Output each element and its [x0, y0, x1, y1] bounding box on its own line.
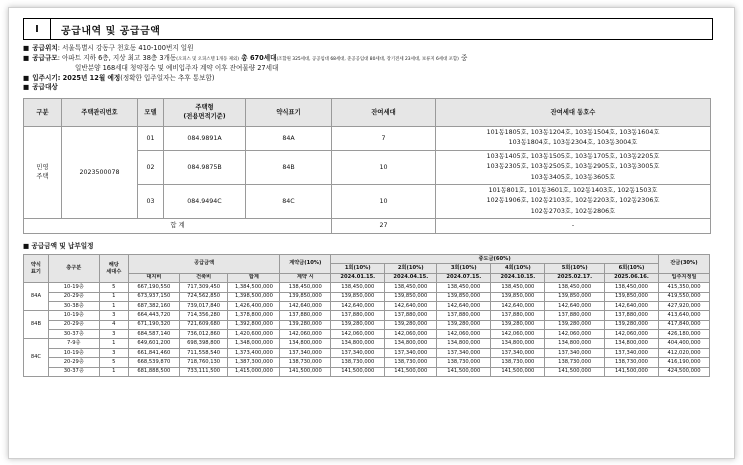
balance-cell: 424,500,000	[659, 367, 710, 376]
building-cell: 698,398,800	[179, 339, 228, 348]
col-header: 2025.02.17.	[545, 273, 605, 282]
floor-cell: 20-29층	[48, 292, 99, 301]
square-bullet-icon: ■	[23, 73, 30, 82]
info-target	[23, 83, 723, 93]
info-label: 공급대상	[32, 83, 58, 92]
middle-payment-cell: 142,060,000	[604, 330, 658, 339]
col-header: 약식표기	[246, 98, 332, 126]
model-cell: 01	[138, 126, 164, 150]
col-header: 주택관리번호	[62, 98, 138, 126]
middle-payment-cell: 137,880,000	[491, 311, 545, 320]
building-cell: 717,309,450	[179, 283, 228, 292]
model-cell: 03	[138, 184, 164, 218]
table-row	[24, 358, 710, 367]
table-row	[24, 330, 710, 339]
land-cell: 684,587,140	[128, 330, 179, 339]
middle-payment-cell: 139,280,000	[491, 320, 545, 329]
units-cell: 103동1405호, 103동1505호, 103동1705호, 103동2205호 103동2305호, 103동2505호, 103동2905호, 103동3005호 103동3405호, 103동3605호	[436, 150, 711, 184]
section-title-box	[23, 18, 713, 40]
balance-cell: 415,350,000	[659, 283, 710, 292]
contract-cell: 137,340,000	[280, 348, 331, 357]
middle-payment-cell: 137,880,000	[437, 311, 491, 320]
middle-payment-cell: 138,730,000	[385, 358, 437, 367]
middle-payment-cell: 142,640,000	[545, 301, 605, 310]
table-row	[24, 292, 710, 301]
floor-cell: 10-19층	[48, 283, 99, 292]
sum-cell: 1,398,500,000	[228, 292, 280, 301]
col-header: 2024.10.15.	[491, 273, 545, 282]
middle-payment-cell: 139,280,000	[437, 320, 491, 329]
building-cell: 714,356,280	[179, 311, 228, 320]
info-label: 입주시기	[32, 73, 58, 82]
supply-table	[23, 98, 711, 234]
middle-payment-cell: 142,640,000	[604, 301, 658, 310]
col-header: 5회(10%)	[545, 264, 605, 273]
supply-info	[23, 44, 723, 93]
contract-cell: 138,730,000	[280, 358, 331, 367]
middle-payment-cell: 142,640,000	[491, 301, 545, 310]
middle-payment-cell: 137,880,000	[545, 311, 605, 320]
col-header: 잔금(30%)	[659, 254, 710, 273]
balance-cell: 426,180,000	[659, 330, 710, 339]
middle-payment-cell: 138,450,000	[437, 283, 491, 292]
units-cell: 101동801호, 101동3601호, 102동1403호, 102동1503호 102동1906호, 102동2103호, 102동2203호, 102동2306호 102동2703호, 102동2806호	[436, 184, 711, 218]
middle-payment-cell: 139,850,000	[331, 292, 385, 301]
table-row	[24, 339, 710, 348]
info-value: : 2025년 12월 예정	[57, 73, 121, 82]
balance-cell: 417,840,000	[659, 320, 710, 329]
section-title: 공급내역 및 공급금액	[61, 25, 161, 37]
building-cell: 739,017,840	[179, 301, 228, 310]
contract-cell: 142,640,000	[280, 301, 331, 310]
table-row	[24, 301, 710, 310]
sum-cell: 1,373,400,000	[228, 348, 280, 357]
col-header: 대지비	[128, 273, 179, 282]
table-total-row	[24, 218, 711, 233]
middle-payment-cell: 142,640,000	[385, 301, 437, 310]
middle-payment-cell: 142,640,000	[331, 301, 385, 310]
middle-payment-cell: 138,450,000	[331, 283, 385, 292]
col-header: 2024.04.15.	[385, 273, 437, 282]
land-cell: 664,443,720	[128, 311, 179, 320]
middle-payment-cell: 137,340,000	[385, 348, 437, 357]
contract-cell: 141,500,000	[280, 367, 331, 376]
info-value: : 아파트 지하 6층, 지상 최고 38층 3개동(오피스 및 오피스텔 1개동 제외) 총 670세대(조합원 325세대, 공공임대 68세대, 준공공임대 80세대, 장기전세 23세대, 보류지 6세대 포함) 중	[57, 53, 468, 62]
col-header: 계약 시	[280, 273, 331, 282]
sum-cell: 1,426,400,000	[228, 301, 280, 310]
floor-cell: 20-29층	[48, 358, 99, 367]
count-cell: 3	[99, 311, 128, 320]
count-cell: 3	[99, 330, 128, 339]
col-header: 구분	[24, 98, 62, 126]
col-header: 건축비	[179, 273, 228, 282]
land-cell: 649,601,200	[128, 339, 179, 348]
middle-payment-cell: 138,450,000	[491, 283, 545, 292]
sum-cell: 1,387,300,000	[228, 358, 280, 367]
floor-cell: 10-19층	[48, 311, 99, 320]
col-header: 중도금(60%)	[331, 254, 659, 263]
middle-payment-cell: 139,850,000	[604, 292, 658, 301]
count-cell: 1	[99, 292, 128, 301]
total-remain: 27	[332, 218, 436, 233]
contract-cell: 138,450,000	[280, 283, 331, 292]
contract-cell: 139,280,000	[280, 320, 331, 329]
contract-cell: 137,880,000	[280, 311, 331, 320]
middle-payment-cell: 139,280,000	[545, 320, 605, 329]
building-cell: 721,609,680	[179, 320, 228, 329]
table-row	[24, 311, 710, 320]
middle-payment-cell: 134,800,000	[491, 339, 545, 348]
info-label: 공급규모	[32, 53, 58, 62]
middle-payment-cell: 137,340,000	[604, 348, 658, 357]
middle-payment-cell: 141,500,000	[437, 367, 491, 376]
middle-payment-cell: 138,730,000	[545, 358, 605, 367]
short-cell: 84A	[24, 283, 49, 311]
middle-payment-cell: 134,800,000	[604, 339, 658, 348]
count-cell: 3	[99, 348, 128, 357]
middle-payment-cell: 139,280,000	[331, 320, 385, 329]
middle-payment-cell: 137,880,000	[331, 311, 385, 320]
col-header: 3회(10%)	[437, 264, 491, 273]
col-header: 잔여세대 동호수	[436, 98, 711, 126]
total-label: 합 계	[24, 218, 332, 233]
price-header-row-1	[24, 254, 710, 263]
type-cell: 084.9891A	[164, 126, 246, 150]
square-bullet-icon: ■	[23, 53, 30, 62]
info-note: (정확한 입주일자는 추후 통보함)	[120, 73, 215, 82]
middle-payment-cell: 134,800,000	[437, 339, 491, 348]
type-cell: 084.9875B	[164, 150, 246, 184]
info-label: 공급위치	[32, 44, 58, 52]
middle-payment-cell: 142,060,000	[491, 330, 545, 339]
info-movein	[23, 74, 723, 84]
middle-payment-cell: 142,060,000	[385, 330, 437, 339]
land-cell: 667,190,550	[128, 283, 179, 292]
document-content	[23, 18, 723, 377]
middle-payment-cell: 137,880,000	[604, 311, 658, 320]
middle-payment-cell: 137,340,000	[491, 348, 545, 357]
middle-payment-cell: 134,800,000	[385, 339, 437, 348]
floor-cell: 30-38층	[48, 301, 99, 310]
land-cell: 673,937,150	[128, 292, 179, 301]
sum-cell: 1,384,500,000	[228, 283, 280, 292]
col-header: 입주지정일	[659, 273, 710, 282]
middle-payment-cell: 142,060,000	[437, 330, 491, 339]
table-row	[24, 320, 710, 329]
middle-payment-cell: 142,060,000	[545, 330, 605, 339]
sum-cell: 1,378,800,000	[228, 311, 280, 320]
col-header: 6회(10%)	[604, 264, 658, 273]
land-cell: 681,888,500	[128, 367, 179, 376]
col-header: 약식 표기	[24, 254, 49, 282]
middle-payment-cell: 141,500,000	[545, 367, 605, 376]
col-header: 2024.01.15.	[331, 273, 385, 282]
middle-payment-cell: 139,850,000	[385, 292, 437, 301]
col-header: 2024.07.15.	[437, 273, 491, 282]
land-cell: 671,190,320	[128, 320, 179, 329]
balance-cell: 413,640,000	[659, 311, 710, 320]
col-header: 합계	[228, 273, 280, 282]
middle-payment-cell: 138,730,000	[491, 358, 545, 367]
info-scale	[23, 54, 723, 65]
middle-payment-cell: 137,880,000	[385, 311, 437, 320]
middle-payment-cell: 138,730,000	[437, 358, 491, 367]
col-header: 4회(10%)	[491, 264, 545, 273]
balance-cell: 427,920,000	[659, 301, 710, 310]
units-cell: 101동1805호, 103동1204호, 103동1504호, 103동1604호 103동1804호, 103동2304호, 103동3004호	[436, 126, 711, 150]
building-cell: 711,558,540	[179, 348, 228, 357]
middle-payment-cell: 142,060,000	[331, 330, 385, 339]
table-row	[24, 283, 710, 292]
col-header: 계약금(10%)	[280, 254, 331, 273]
middle-payment-cell: 141,500,000	[385, 367, 437, 376]
middle-payment-cell: 141,500,000	[331, 367, 385, 376]
col-header: 잔여세대	[332, 98, 436, 126]
balance-cell: 412,020,000	[659, 348, 710, 357]
land-cell: 668,539,870	[128, 358, 179, 367]
document-page	[8, 7, 735, 459]
count-cell: 1	[99, 339, 128, 348]
short-cell: 84B	[246, 150, 332, 184]
square-bullet-icon: ■	[23, 241, 30, 250]
house-no-cell: 2023500078	[62, 126, 138, 218]
middle-payment-cell: 139,280,000	[604, 320, 658, 329]
middle-payment-cell: 139,280,000	[385, 320, 437, 329]
table-row	[24, 126, 711, 150]
info-value: : 서울특별시 강동구 천호동 410-100번지 일원	[57, 44, 194, 52]
col-header: 2025.06.16.	[604, 273, 658, 282]
remain-cell: 10	[332, 184, 436, 218]
model-cell: 02	[138, 150, 164, 184]
middle-payment-cell: 138,450,000	[604, 283, 658, 292]
contract-cell: 139,850,000	[280, 292, 331, 301]
price-section-title: ■ 공급금액 및 납부일정	[23, 241, 94, 250]
building-cell: 733,111,500	[179, 367, 228, 376]
info-location	[23, 44, 723, 54]
sum-cell: 1,415,000,000	[228, 367, 280, 376]
col-header: 1회(10%)	[331, 264, 385, 273]
remain-cell: 7	[332, 126, 436, 150]
middle-payment-cell: 141,500,000	[604, 367, 658, 376]
square-bullet-icon: ■	[23, 83, 30, 92]
table-header-row	[24, 98, 711, 126]
building-cell: 736,012,860	[179, 330, 228, 339]
sum-cell: 1,420,600,000	[228, 330, 280, 339]
middle-payment-cell: 142,640,000	[437, 301, 491, 310]
count-cell: 5	[99, 283, 128, 292]
short-cell: 84A	[246, 126, 332, 150]
middle-payment-cell: 139,850,000	[437, 292, 491, 301]
building-cell: 724,562,850	[179, 292, 228, 301]
floor-cell: 20-29층	[48, 320, 99, 329]
middle-payment-cell: 134,800,000	[331, 339, 385, 348]
col-header: 공급금액	[128, 254, 279, 273]
col-header: 층구분	[48, 254, 99, 282]
middle-payment-cell: 138,450,000	[545, 283, 605, 292]
short-cell: 84C	[24, 339, 49, 377]
middle-payment-cell: 138,450,000	[385, 283, 437, 292]
type-cell: 084.9494C	[164, 184, 246, 218]
sum-cell: 1,392,800,000	[228, 320, 280, 329]
middle-payment-cell: 139,850,000	[545, 292, 605, 301]
count-cell: 4	[99, 320, 128, 329]
count-cell: 1	[99, 367, 128, 376]
contract-cell: 142,060,000	[280, 330, 331, 339]
middle-payment-cell: 138,730,000	[331, 358, 385, 367]
col-header: 2회(10%)	[385, 264, 437, 273]
col-header: 주택형 (전용면적기준)	[164, 98, 246, 126]
floor-cell: 10-19층	[48, 348, 99, 357]
short-cell: 84B	[24, 311, 49, 339]
middle-payment-cell: 137,340,000	[331, 348, 385, 357]
middle-payment-cell: 141,500,000	[491, 367, 545, 376]
table-row	[24, 367, 710, 376]
balance-cell: 416,190,000	[659, 358, 710, 367]
col-header: 해당 세대수	[99, 254, 128, 282]
middle-payment-cell: 134,800,000	[545, 339, 605, 348]
floor-cell: 30-37층	[48, 330, 99, 339]
middle-payment-cell: 137,340,000	[437, 348, 491, 357]
price-table	[23, 254, 710, 377]
square-bullet-icon: ■	[23, 44, 30, 52]
land-cell: 687,382,160	[128, 301, 179, 310]
middle-payment-cell: 138,730,000	[604, 358, 658, 367]
building-cell: 718,760,130	[179, 358, 228, 367]
balance-cell: 419,550,000	[659, 292, 710, 301]
info-scale-line2: 일반분양 168세대 청약접수 및 예비입주자 계약 이후 잔여물량 27세대	[75, 64, 279, 73]
short-cell: 84C	[246, 184, 332, 218]
contract-cell: 134,800,000	[280, 339, 331, 348]
land-cell: 661,841,460	[128, 348, 179, 357]
floor-cell: 30-37층	[48, 367, 99, 376]
middle-payment-cell: 139,850,000	[491, 292, 545, 301]
sum-cell: 1,348,000,000	[228, 339, 280, 348]
remain-cell: 10	[332, 150, 436, 184]
balance-cell: 404,400,000	[659, 339, 710, 348]
count-cell: 1	[99, 301, 128, 310]
col-header: 모델	[138, 98, 164, 126]
middle-payment-cell: 137,340,000	[545, 348, 605, 357]
table-row	[24, 348, 710, 357]
category-cell: 민영 주택	[24, 126, 62, 218]
total-units: -	[436, 218, 711, 233]
floor-cell: 7-9층	[48, 339, 99, 348]
section-number: I	[24, 19, 51, 39]
count-cell: 5	[99, 358, 128, 367]
